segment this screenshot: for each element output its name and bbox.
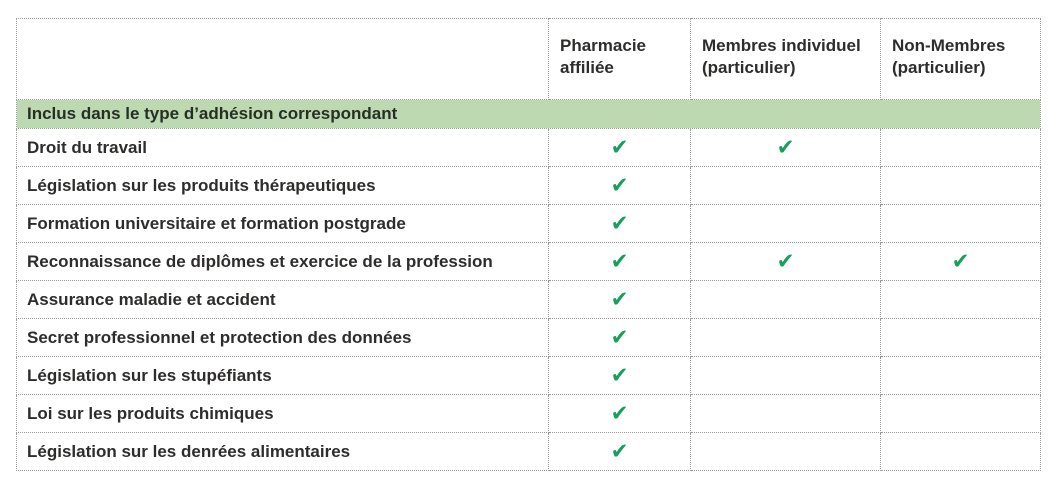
row-label: Formation universitaire et formation postgrade — [17, 205, 549, 243]
check-cell-pharmacie-affiliee — [549, 433, 691, 471]
check-cell-non-membres — [881, 167, 1041, 205]
check-icon: ✔ — [610, 437, 629, 464]
check-icon: ✔ — [951, 247, 970, 274]
check-cell-membres-individuel — [691, 281, 881, 319]
check-cell-non-membres — [881, 319, 1041, 357]
row-label: Loi sur les produits chimiques — [17, 395, 549, 433]
check-icon: ✔ — [610, 361, 629, 388]
row-label: Législation sur les produits thérapeutiques — [17, 167, 549, 205]
check-cell-membres-individuel — [691, 319, 881, 357]
column-header-non-membres: Non-Membres (particulier) — [881, 19, 1041, 100]
row-label: Législation sur les stupéfiants — [17, 357, 549, 395]
table-row — [17, 243, 1041, 281]
check-cell-non-membres — [881, 205, 1041, 243]
row-label: Reconnaissance de diplômes et exercice de la profession — [17, 243, 549, 281]
check-cell-pharmacie-affiliee — [549, 129, 691, 167]
check-cell-pharmacie-affiliee — [549, 319, 691, 357]
check-icon: ✔ — [610, 323, 629, 350]
table-row — [17, 395, 1041, 433]
table-row — [17, 433, 1041, 471]
check-icon: ✔ — [610, 171, 629, 198]
column-header-pharmacie-affiliee: Pharmacie affiliée — [549, 19, 691, 100]
section-header: Inclus dans le type d’adhésion correspondant — [17, 100, 1041, 129]
check-cell-non-membres — [881, 129, 1041, 167]
check-cell-membres-individuel — [691, 357, 881, 395]
check-cell-membres-individuel — [691, 395, 881, 433]
row-label: Législation sur les denrées alimentaires — [17, 433, 549, 471]
check-icon: ✔ — [610, 133, 629, 160]
check-cell-pharmacie-affiliee — [549, 243, 691, 281]
check-icon: ✔ — [610, 399, 629, 426]
check-cell-membres-individuel — [691, 205, 881, 243]
check-cell-pharmacie-affiliee — [549, 205, 691, 243]
check-icon: ✔ — [610, 285, 629, 312]
membership-comparison-table-wrap — [16, 18, 1040, 471]
table-row — [17, 129, 1041, 167]
section-header-row — [17, 100, 1041, 129]
check-cell-non-membres — [881, 281, 1041, 319]
check-cell-pharmacie-affiliee — [549, 395, 691, 433]
check-cell-pharmacie-affiliee — [549, 357, 691, 395]
column-header-membres-individuel: Membres individuel (particulier) — [691, 19, 881, 100]
check-cell-membres-individuel — [691, 243, 881, 281]
check-icon: ✔ — [776, 247, 795, 274]
check-cell-membres-individuel — [691, 433, 881, 471]
table-header-row — [17, 19, 1041, 100]
column-header-empty — [17, 19, 549, 100]
table-row — [17, 357, 1041, 395]
table-row — [17, 281, 1041, 319]
check-cell-membres-individuel — [691, 129, 881, 167]
check-cell-non-membres — [881, 357, 1041, 395]
check-cell-non-membres — [881, 243, 1041, 281]
row-label: Assurance maladie et accident — [17, 281, 549, 319]
check-icon: ✔ — [610, 209, 629, 236]
membership-comparison-table — [16, 18, 1041, 471]
table-row — [17, 205, 1041, 243]
check-icon: ✔ — [610, 247, 629, 274]
table-row — [17, 319, 1041, 357]
check-cell-pharmacie-affiliee — [549, 167, 691, 205]
check-cell-pharmacie-affiliee — [549, 281, 691, 319]
row-label: Droit du travail — [17, 129, 549, 167]
check-cell-non-membres — [881, 433, 1041, 471]
check-icon: ✔ — [776, 133, 795, 160]
table-row — [17, 167, 1041, 205]
check-cell-non-membres — [881, 395, 1041, 433]
row-label: Secret professionnel et protection des données — [17, 319, 549, 357]
check-cell-membres-individuel — [691, 167, 881, 205]
